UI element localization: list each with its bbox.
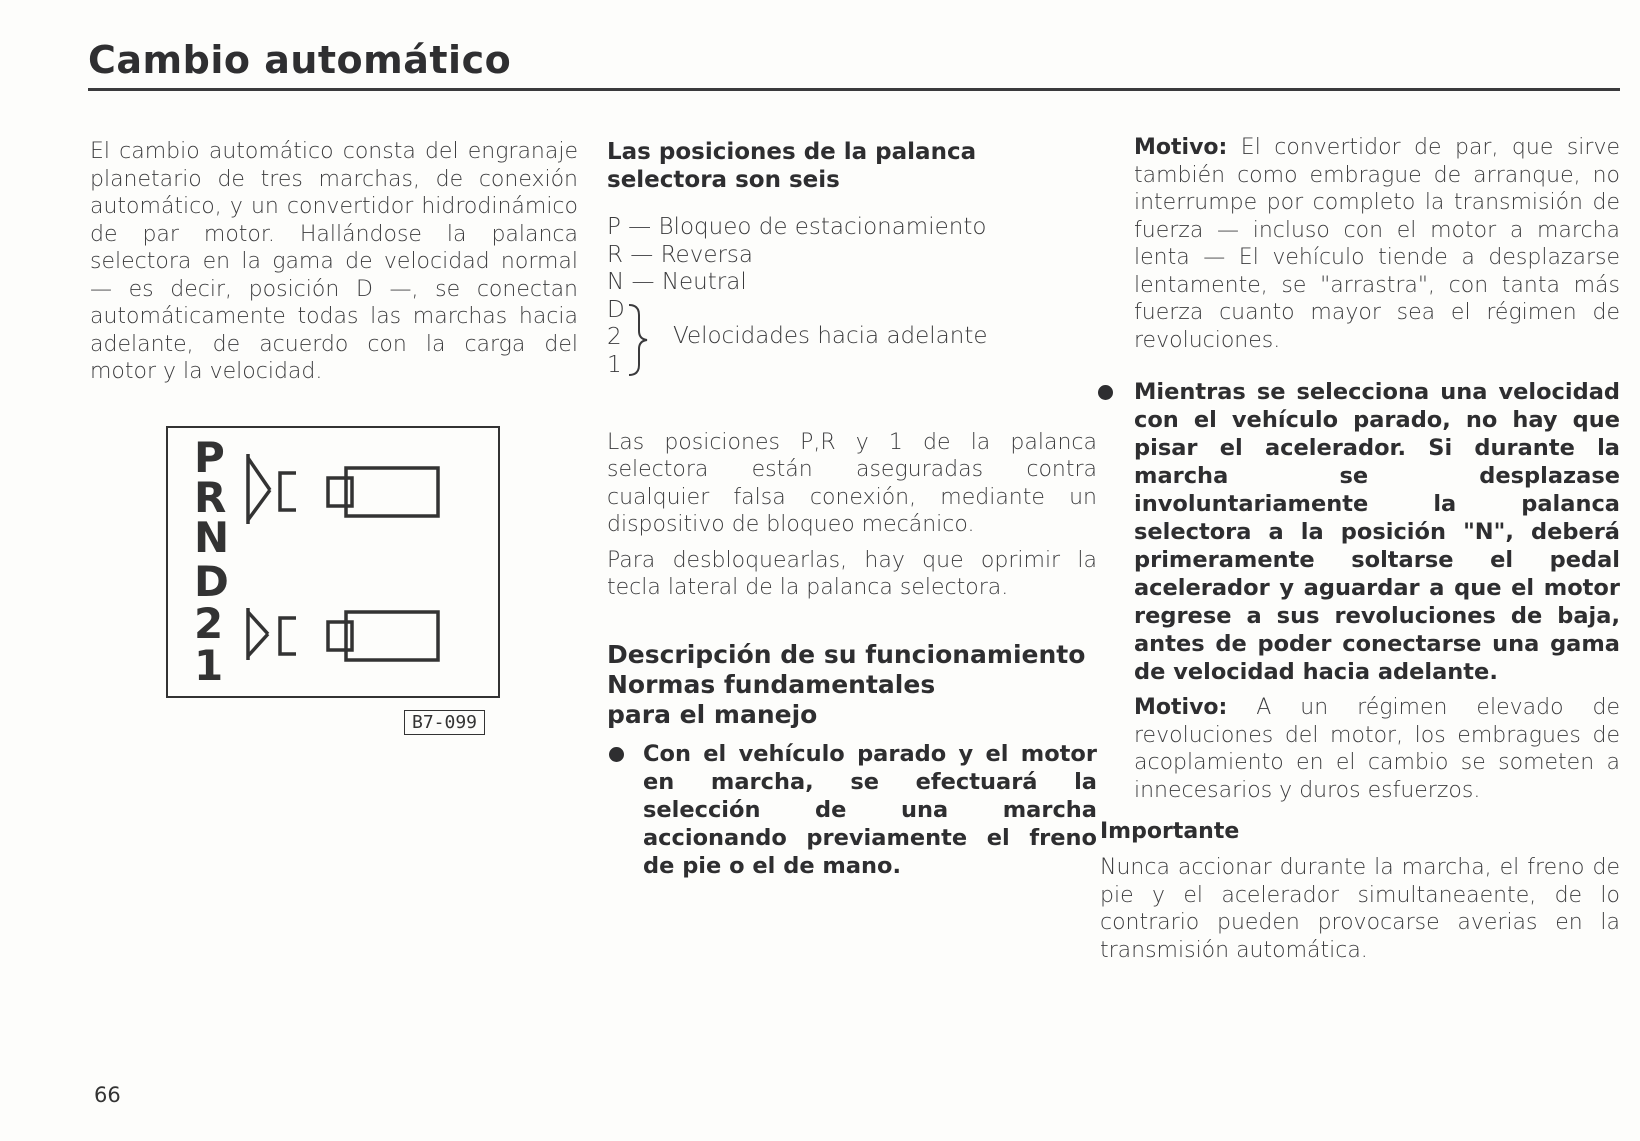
- position-1: 1: [607, 351, 622, 378]
- column-right: [1100, 134, 1621, 964]
- motivo-paragraph-1: [1134, 134, 1620, 354]
- positions-list: [607, 214, 1097, 381]
- position-p: P — Bloqueo de estacionamiento: [607, 214, 987, 240]
- diagram-letter-p: P: [194, 433, 225, 482]
- importante-heading: Importante: [1100, 819, 1240, 844]
- upper-lock-mechanism: [248, 454, 438, 524]
- position-n: N — Neutral: [607, 269, 747, 295]
- diagram-letter-2: 2: [194, 599, 224, 648]
- bullet-text-accelerator: Mientras se selecciona una velocidad con el vehículo parado, no hay que pisar el acelerador. Si durante la marcha se desplazase involuntariamente la palanca selectora a la posición "N", deberá primeramente soltarse el pedal acelerador y aguardar a que el motor regrese a sus revoluciones de baja, antes de poder conectarse una gama de velocidad hacia adelante.: [1134, 379, 1620, 685]
- column-middle: [607, 138, 1097, 880]
- section-heading-line-1: Descripción de su funcionamiento: [607, 639, 1086, 669]
- bullet-icon: [609, 747, 624, 762]
- page-title: Cambio automático: [88, 38, 512, 82]
- intro-paragraph: El cambio automático consta del engranaje planetario de tres marchas, de conexión automático, y un convertidor hidrodinámico de par motor. Hallándose la palanca selectora en la gama de velocidad normal — es decir, posición D —, se conectan automáticamente todas las marchas hacia adelante, de acuerdo con la carga del motor y la velocidad.: [90, 139, 578, 384]
- bullet-item: [607, 740, 1097, 880]
- section-heading-line-3: para el manejo: [607, 699, 818, 729]
- bullet-icon: [1098, 385, 1113, 400]
- diagram-letter-1: 1: [194, 641, 224, 690]
- page-number: 66: [94, 1083, 121, 1107]
- diagram-letter-n: N: [194, 513, 230, 562]
- position-d: D: [607, 296, 625, 323]
- selector-schematic: [168, 428, 498, 696]
- positions-heading: Las posiciones de la palanca selectora son seis: [607, 139, 977, 193]
- diagram-letter-d: D: [194, 557, 229, 606]
- figure-code: B7-099: [404, 710, 485, 735]
- forward-label: Velocidades hacia adelante: [673, 322, 988, 349]
- brace-icon: [625, 301, 655, 379]
- diagram-letter-r: R: [194, 473, 227, 522]
- importante-paragraph: Nunca accionar durante la marcha, el freno de pie y el acelerador simultaneaente, de lo contrario pueden provocarse averias en la transmisión automática.: [1100, 855, 1620, 963]
- section-heading: [607, 640, 1097, 730]
- position-r: R — Reversa: [607, 241, 753, 268]
- gear-selector-diagram: [166, 426, 500, 698]
- section-heading-line-2: Normas fundamentales: [607, 669, 936, 699]
- bullet-text-brake: Con el vehículo parado y el motor en marcha, se efectuará la selección de una marcha accionando previamente el freno de pie o el de mano.: [643, 740, 1097, 879]
- lower-lock-mechanism: [248, 608, 438, 660]
- lock-paragraph: Las posiciones P,R y 1 de la palanca selectora están aseguradas contra cualquier falsa conexión, mediante un dispositivo de bloqueo mecánico.: [607, 429, 1097, 537]
- motivo-text-2: A un régimen elevado de revoluciones del motor, los embragues de acoplamiento en el cambio se someten a innecesarios y duros esfuerzos.: [1134, 695, 1620, 803]
- position-2: 2: [607, 324, 622, 350]
- title-rule: [88, 88, 1620, 91]
- bullet-item: [1096, 378, 1620, 686]
- unlock-paragraph: Para desbloquearlas, hay que oprimir la tecla lateral de la palanca selectora.: [607, 547, 1097, 600]
- motivo-text-1: El convertidor de par, que sirve también como embrague de arranque, no interrumpe por completo la transmisión de fuerza — incluso con el motor a marcha lenta — El vehículo tiende a desplazarse lentamente, se "arrastra", con tanta más fuerza cuanto mayor sea el régimen de revoluciones.: [1134, 135, 1621, 353]
- motivo-label: Motivo:: [1134, 695, 1228, 720]
- column-left: [90, 138, 578, 386]
- motivo-label: Motivo:: [1134, 135, 1228, 160]
- forward-positions-group: [607, 297, 1097, 381]
- motivo-paragraph-2: [1134, 694, 1620, 804]
